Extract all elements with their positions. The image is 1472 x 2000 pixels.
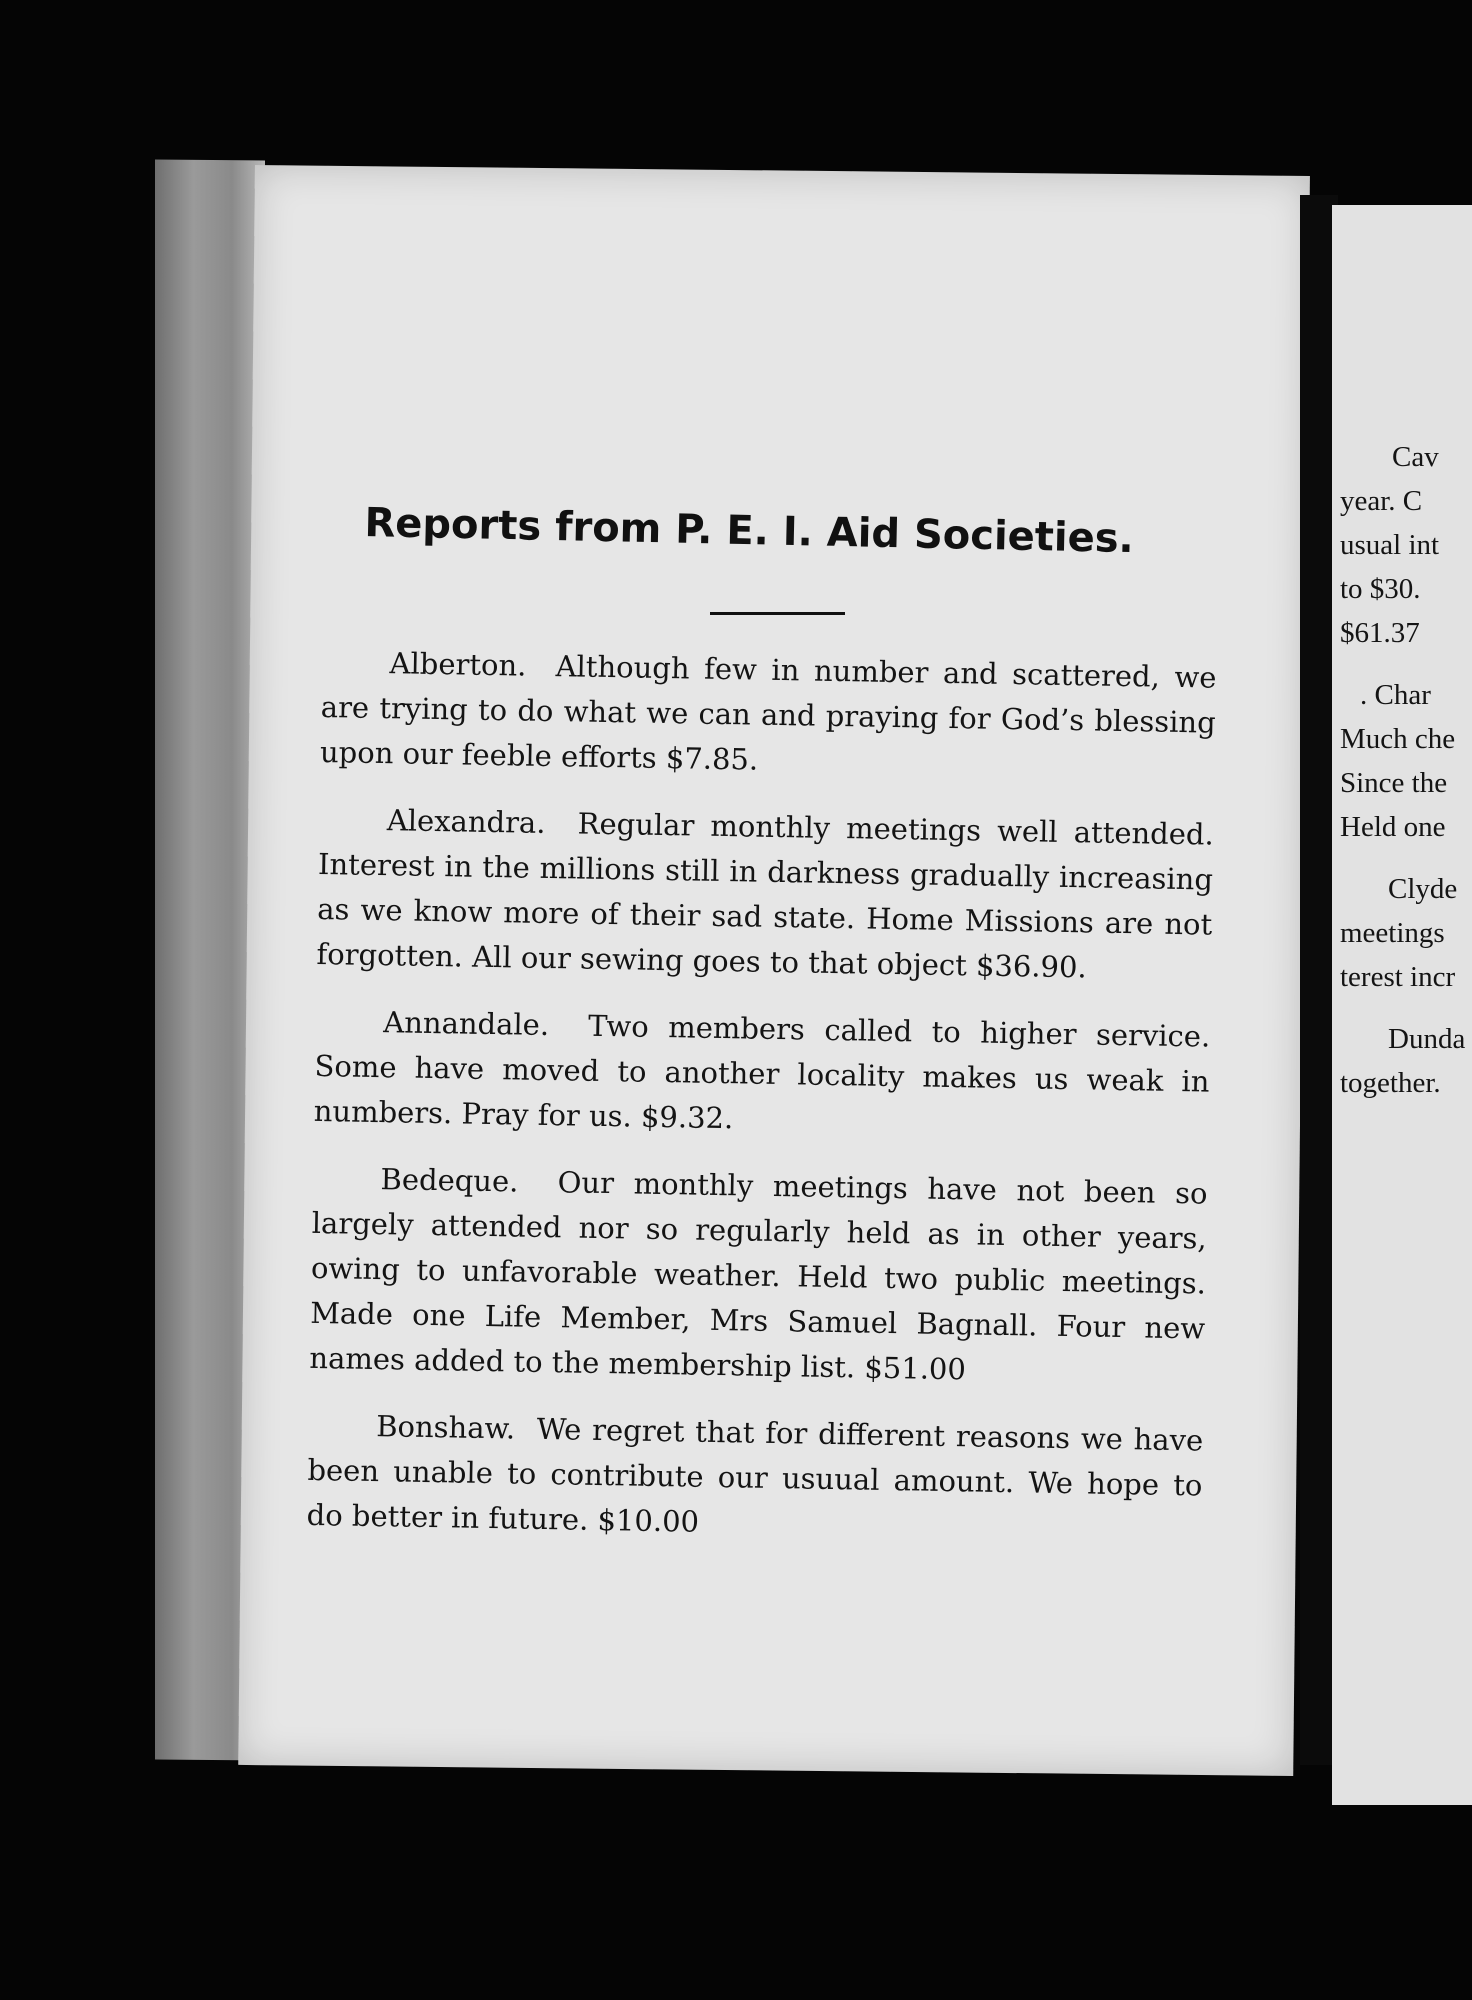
report-text: Regular monthly meetings well attended. Interest in the millions still in darkness gradually increasing as we know more of their sad state. Home Missions are not forgotten. All our sewing goes to that object $36.90.: [316, 806, 1215, 985]
report-bedeque: [309, 1156, 1208, 1397]
right-page-line: to $30.: [1340, 573, 1421, 605]
report-annandale: [313, 999, 1210, 1150]
report-heading: Bedeque.: [380, 1162, 519, 1199]
report-heading: Alberton.: [389, 646, 527, 683]
right-page-line: usual int: [1340, 529, 1440, 561]
right-page-line: Clyde: [1388, 873, 1458, 905]
right-page-text: [1340, 435, 1472, 1105]
report-text: Our monthly meetings have not been so largely attended nor so regularly held as in other years, owing to unfavorable weather. Held two public meetings. Made one Life Member, Mrs Samuel Bagnall. Four new names added to the membership list. $51.00: [309, 1165, 1208, 1387]
right-page-line: $61.37: [1340, 617, 1420, 649]
reports-list: [306, 640, 1217, 1575]
title-rule: [710, 612, 845, 615]
report-heading: Annandale.: [383, 1005, 550, 1043]
right-page-line: Cav: [1392, 441, 1439, 473]
right-page-line: . Char: [1360, 679, 1431, 711]
right-page-line: meetings: [1340, 917, 1445, 949]
report-heading: Alexandra.: [386, 803, 546, 840]
page-title: Reports from P. E. I. Aid Societies.: [364, 500, 1135, 563]
right-page-line: Dunda: [1388, 1023, 1466, 1055]
right-page-line: together.: [1340, 1067, 1441, 1099]
report-alexandra: [316, 797, 1214, 993]
right-page-line: terest incr: [1340, 961, 1456, 993]
report-text: Two members called to higher service. Some have moved to another locality makes us weak in numbers. Pray for us. $9.32.: [313, 1008, 1211, 1136]
report-heading: Bonshaw.: [375, 1409, 516, 1446]
right-page-line: Held one: [1340, 811, 1446, 843]
report-text: Although few in number and scattered, we are trying to do what we can and praying for God’s blessing upon our feeble efforts $7.85.: [319, 649, 1217, 777]
report-text: We regret that for different reasons we have been unable to contribute our usuual amount. We hope to do better in future. $10.00: [306, 1411, 1204, 1539]
right-page-line: Since the: [1340, 767, 1448, 799]
report-alberton: [320, 640, 1217, 791]
right-page-line: year. C: [1340, 485, 1423, 517]
report-bonshaw: [306, 1403, 1203, 1554]
right-page-line: Much che: [1340, 723, 1456, 755]
